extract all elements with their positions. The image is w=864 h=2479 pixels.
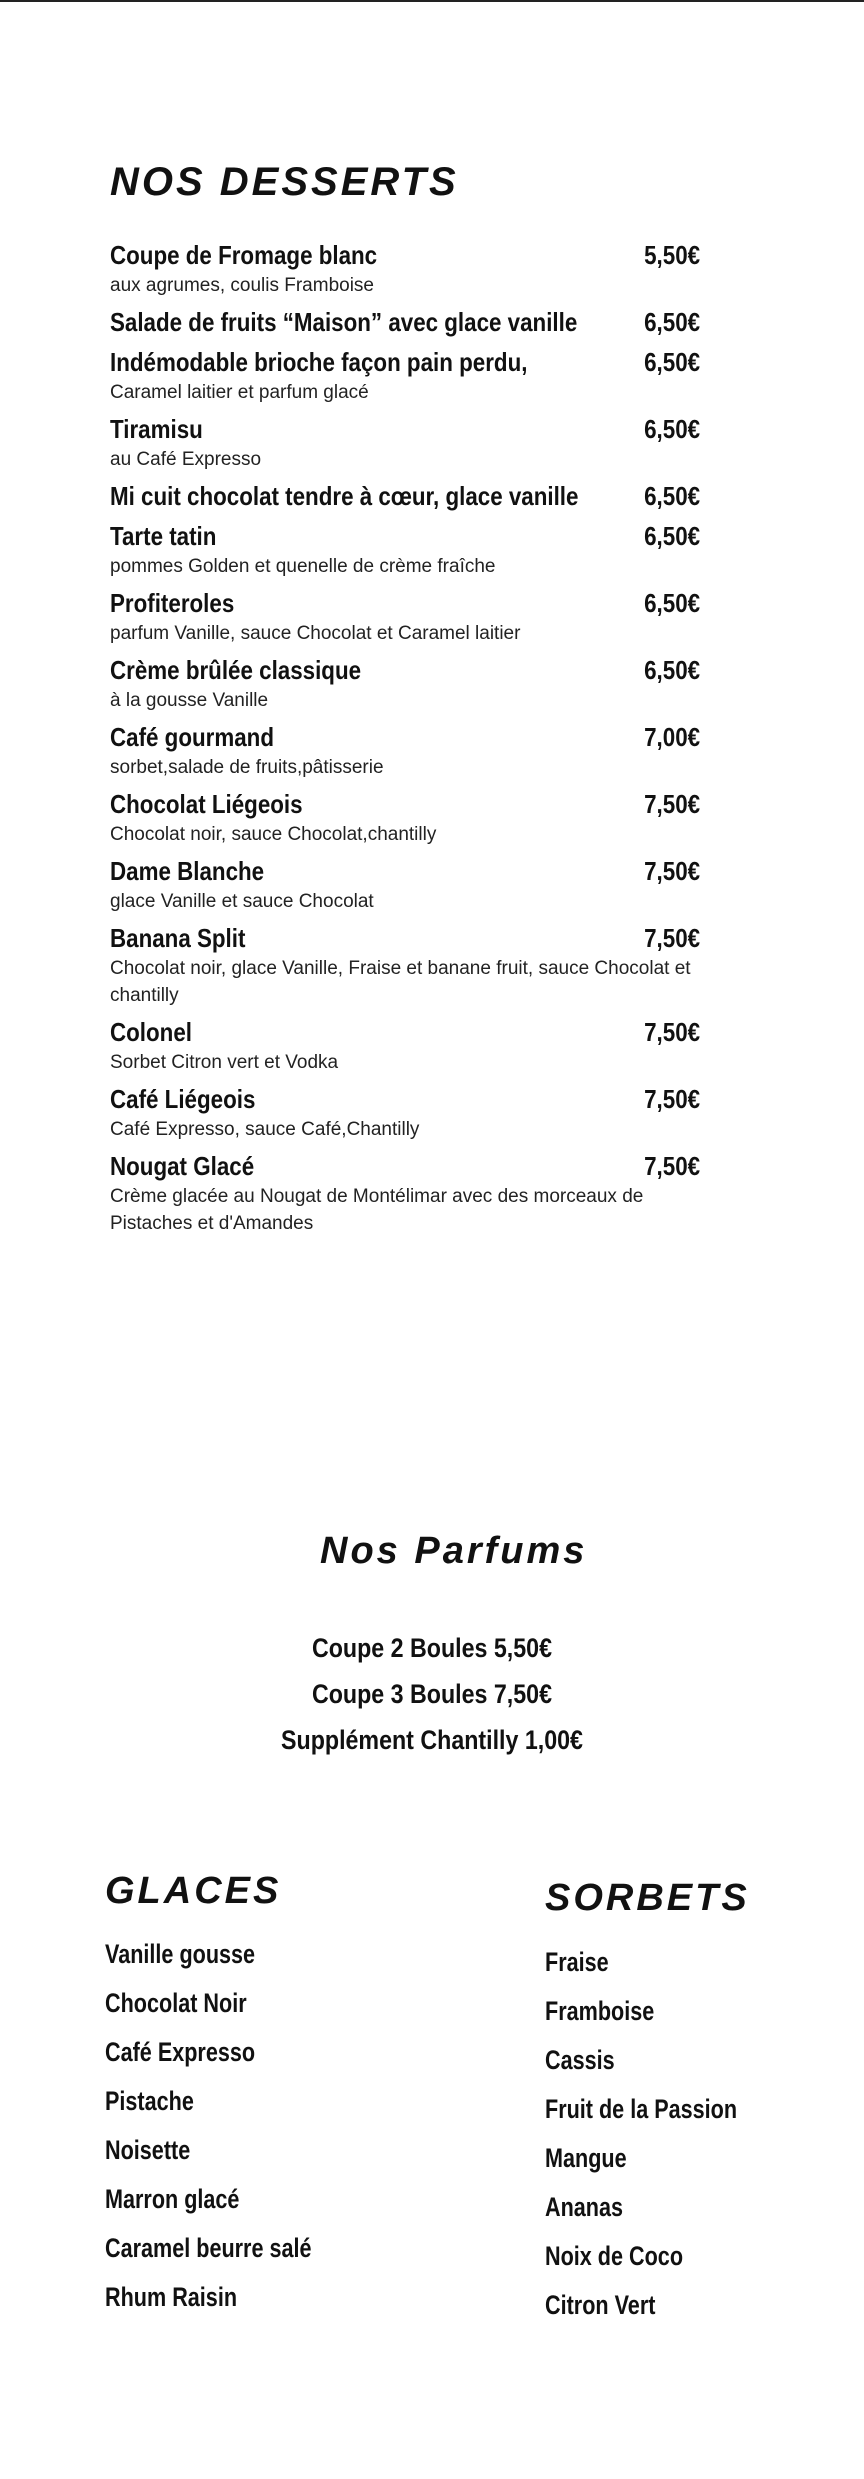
offer-three-scoops: Coupe 3 Boules 7,50€ [311,1679,553,1709]
dessert-description: pommes Golden et quenelle de crème fraîche [110,556,496,577]
glace-flavour: Marron glacé [105,2184,240,2214]
dessert-item [110,586,700,647]
dessert-name: Café gourmand [110,722,274,752]
glace-flavour: Pistache [105,2086,194,2116]
dessert-price: 7,50€ [644,789,700,819]
dessert-price: 6,50€ [644,481,700,511]
dessert-description: sorbet,salade de fruits,pâtisserie [110,757,384,778]
dessert-description: Chocolat noir, sauce Chocolat,chantilly [110,824,437,845]
glaces-list [105,1930,363,2322]
parfums-title: Nos Parfums [320,1530,588,1572]
dessert-price: 6,50€ [644,347,700,377]
dessert-price: 7,50€ [644,1017,700,1047]
dessert-description: Chocolat noir, glace Vanille, Fraise et banane fruit, sauce Chocolat et chantilly [110,958,691,1006]
dessert-item [110,479,700,513]
dessert-item [110,412,700,473]
dessert-price: 7,50€ [644,923,700,953]
dessert-price: 7,50€ [644,856,700,886]
glace-flavour: Noisette [105,2135,191,2165]
dessert-name: Indémodable brioche façon pain perdu, [110,347,528,377]
sorbet-flavour: Fruit de la Passion [545,2094,738,2124]
sorbet-flavour: Fraise [545,1947,609,1977]
glace-flavour: Caramel beurre salé [105,2233,312,2263]
dessert-name: Café Liégeois [110,1084,256,1114]
sorbet-flavour: Cassis [545,2045,615,2075]
dessert-description: parfum Vanille, sauce Chocolat et Caramel laitier [110,623,521,644]
dessert-menu [110,238,700,1243]
glace-flavour: Café Expresso [105,2037,256,2067]
desserts-title: NOS DESSERTS [110,160,459,204]
dessert-price: 5,50€ [644,240,700,270]
dessert-name: Salade de fruits “Maison” avec glace vanille [110,307,578,337]
glace-flavour: Vanille gousse [105,1939,256,1969]
dessert-item [110,1082,700,1143]
dessert-description: glace Vanille et sauce Chocolat [110,891,374,912]
dessert-description: Crème glacée au Nougat de Montélimar avec des morceaux de Pistaches et d'Amandes [110,1186,644,1234]
sorbet-flavour: Noix de Coco [545,2241,684,2271]
dessert-name: Dame Blanche [110,856,265,886]
dessert-name: Chocolat Liégeois [110,789,303,819]
dessert-description: Café Expresso, sauce Café,Chantilly [110,1119,420,1140]
dessert-item [110,519,700,580]
dessert-price: 7,50€ [644,1151,700,1181]
glace-flavour: Rhum Raisin [105,2282,238,2312]
dessert-name: Banana Split [110,923,246,953]
sorbets-title: SORBETS [545,1877,750,1919]
dessert-price: 6,50€ [644,655,700,685]
dessert-price: 7,00€ [644,722,700,752]
dessert-item [110,921,700,1009]
dessert-name: Colonel [110,1017,192,1047]
dessert-item [110,1149,700,1237]
sorbet-flavour: Ananas [545,2192,624,2222]
dessert-price: 6,50€ [644,414,700,444]
dessert-price: 6,50€ [644,521,700,551]
dessert-name: Tarte tatin [110,521,217,551]
dessert-item [110,345,700,406]
dessert-description: Caramel laitier et parfum glacé [110,382,369,403]
dessert-item [110,1015,700,1076]
dessert-name: Nougat Glacé [110,1151,255,1181]
dessert-name: Coupe de Fromage blanc [110,240,378,270]
dessert-item [110,720,700,781]
glace-flavour: Chocolat Noir [105,1988,247,2018]
dessert-name: Mi cuit chocolat tendre à cœur, glace vanille [110,481,579,511]
dessert-description: Sorbet Citron vert et Vodka [110,1052,339,1073]
dessert-description: à la gousse Vanille [110,690,269,711]
dessert-item [110,854,700,915]
offer-chantilly: Supplément Chantilly 1,00€ [281,1725,583,1755]
glaces-title: GLACES [105,1870,282,1912]
dessert-item [110,653,700,714]
dessert-price: 7,50€ [644,1084,700,1114]
dessert-name: Profiteroles [110,588,235,618]
sorbets-list [545,1938,785,2330]
dessert-name: Tiramisu [110,414,203,444]
dessert-price: 6,50€ [644,588,700,618]
dessert-item [110,238,700,299]
dessert-description: au Café Expresso [110,449,262,470]
sorbet-flavour: Framboise [545,1996,655,2026]
sorbet-flavour: Mangue [545,2143,627,2173]
offer-two-scoops: Coupe 2 Boules 5,50€ [311,1633,553,1663]
sorbet-flavour: Citron Vert [545,2290,656,2320]
page-top-border [0,0,864,2]
scoop-offers [0,1625,864,1763]
dessert-name: Crème brûlée classique [110,655,362,685]
dessert-item [110,305,700,339]
dessert-price: 6,50€ [644,307,700,337]
dessert-item [110,787,700,848]
dessert-description: aux agrumes, coulis Framboise [110,275,374,296]
